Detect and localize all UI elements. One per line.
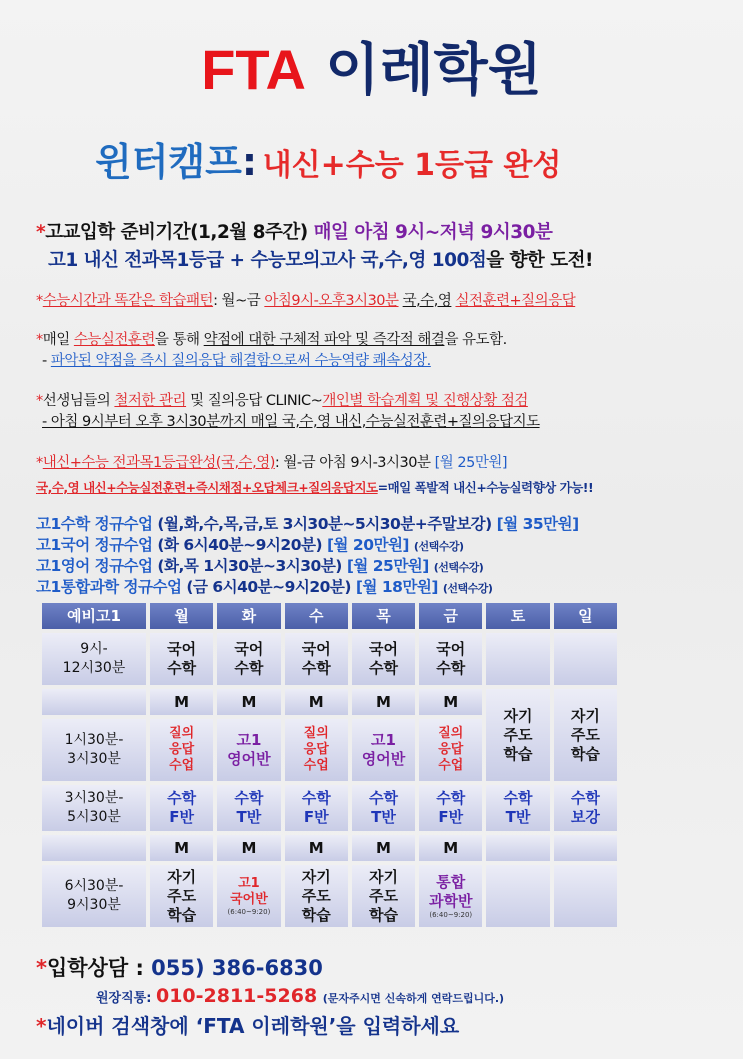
table-row [42,785,617,831]
empty-cell [42,835,146,861]
training-line-1: *매일 수능실전훈련을 통해 약점에 대한 구체적 파악 및 즉각적 해결을 유도함. [36,332,507,348]
class-cell: 국어 수학 [352,633,415,685]
course-row: 고1수학 정규수업 (월,화,수,목,금,토 3시30분~5시30분+주말보강) [월 35만원] [36,515,579,533]
empty-cell [486,633,549,685]
class-cell: 국어 수학 [285,633,348,685]
empty-cell [486,865,549,927]
header-cell: 목 [352,603,415,629]
brand-text: FTA [201,38,306,101]
self-study-cell: 자기 주도 학습 [486,689,549,781]
lunch-cell: M [352,835,415,861]
lunch-cell: M [150,689,213,715]
header-cell: 일 [554,603,617,629]
time-cell: 3시30분- 5시30분 [42,785,146,831]
time-cell: 6시30분- 9시30분 [42,865,146,927]
lunch-cell: M [217,689,280,715]
self-study-cell: 자기 주도 학습 [150,865,213,927]
course-row: 고1국어 정규수업 (화 6시40분~9시20분) [월 20만원] (선택수강) [36,536,464,554]
self-study-cell: 자기 주도 학습 [352,865,415,927]
schedule-table [38,599,621,931]
lunch-cell: M [285,835,348,861]
intro-line-2: 고1 내신 전과목1등급 + 수능모의고사 국,수,영 100점을 향한 도전! [48,250,593,271]
science-cell [419,865,482,927]
search-line: *네이버 검색창에 ‘FTA 이레학원’을 입력하세요 [36,1014,460,1038]
self-study-cell: 자기 주도 학습 [554,689,617,781]
korean-time: (6:40~9:20) [227,907,271,916]
qa-cell: 질의 응답 수업 [419,719,482,781]
pattern-line: *수능시간과 똑같은 학습패턴: 월~금 아침9시-오후3시30분 국,수,영 실전훈련+질의응답 [36,293,576,309]
schedule-header-row [42,603,617,629]
consult-line: *입학상담 : 055) 386-6830 [36,956,323,980]
full-course-line: *내신+수능 전과목1등급완성(국,수,영): 월-금 아침 9시-3시30분 [월 25만원] [36,455,508,471]
qa-cell: 질의 응답 수업 [285,719,348,781]
math-cell: 수학 F반 [285,785,348,831]
time-cell: 9시- 12시30분 [42,633,146,685]
full-course-detail: 국,수,영 내신+수능실전훈련+즉시채점+오답체크+질의응답지도=매일 폭발적 내신+수능실력향상 가능!! [36,480,594,495]
header-cell: 토 [486,603,549,629]
math-cell: 수학 보강 [554,785,617,831]
qa-cell: 질의 응답 수업 [150,719,213,781]
class-cell: 국어 수학 [217,633,280,685]
english-cell: 고1 영어반 [352,719,415,781]
lunch-cell: M [419,689,482,715]
lunch-cell: M [419,835,482,861]
english-cell: 고1 영어반 [217,719,280,781]
management-line-1: *선생님들의 철저한 관리 및 질의응답 CLINIC~개인별 학습계획 및 진행상황 점검 [36,393,528,409]
intro-line-1: *고교입학 준비기간(1,2월 8주간) 매일 아침 9시~저녁 9시30분 [36,222,553,243]
camp-label: 윈터캠프 [95,140,242,184]
lunch-cell: M [285,689,348,715]
korean-cell [217,865,280,927]
slogan: 내신+수능 1등급 완성 [262,148,562,183]
math-cell: 수학 F반 [150,785,213,831]
header-cell: 예비고1 [42,603,146,629]
table-row [42,835,617,861]
self-study-cell: 자기 주도 학습 [285,865,348,927]
academy-name: 이레학원 [325,38,542,103]
consult-phone[interactable]: 055) 386-6830 [151,956,323,980]
korean-class: 고1 국어반 [230,875,268,907]
lunch-cell: M [217,835,280,861]
empty-cell [554,633,617,685]
header-cell: 금 [419,603,482,629]
header-cell: 수 [285,603,348,629]
math-cell: 수학 F반 [419,785,482,831]
management-line-2: - 아침 9시부터 오후 3시30분까지 매일 국,수,영 내신,수능실전훈련+질의응답지도 [42,414,540,430]
page-title [0,38,743,103]
math-cell: 수학 T반 [486,785,549,831]
time-cell: 1시30분- 3시30분 [42,719,146,781]
subtitle: 윈터캠프: 내신+수능 1등급 완성 [95,140,562,184]
math-cell: 수학 T반 [217,785,280,831]
header-cell: 화 [217,603,280,629]
class-cell: 국어 수학 [150,633,213,685]
lunch-cell: M [150,835,213,861]
training-line-2: - 파악된 약점을 즉시 질의응답 해결함으로써 수능역량 쾌속성장. [42,353,431,369]
empty-cell [486,835,549,861]
class-cell: 국어 수학 [419,633,482,685]
course-row: 고1통합과학 정규수업 (금 6시40분~9시20분) [월 18만원] (선택수강) [36,578,493,596]
director-line: 원장직통: 010-2811-5268 (문자주시면 신속하게 연락드립니다.) [96,985,505,1007]
table-row [42,865,617,927]
course-row: 고1영어 정규수업 (화,목 1시30분~3시30분) [월 25만원] (선택수강) [36,557,484,575]
table-row [42,633,617,685]
science-time: (6:40~9:20) [429,910,473,919]
header-cell: 월 [150,603,213,629]
empty-cell [554,865,617,927]
empty-cell [42,689,146,715]
empty-cell [554,835,617,861]
math-cell: 수학 T반 [352,785,415,831]
director-phone[interactable]: 010-2811-5268 [155,985,318,1007]
table-row [42,689,617,715]
science-class: 통합 과학반 [429,872,473,910]
lunch-cell: M [352,689,415,715]
